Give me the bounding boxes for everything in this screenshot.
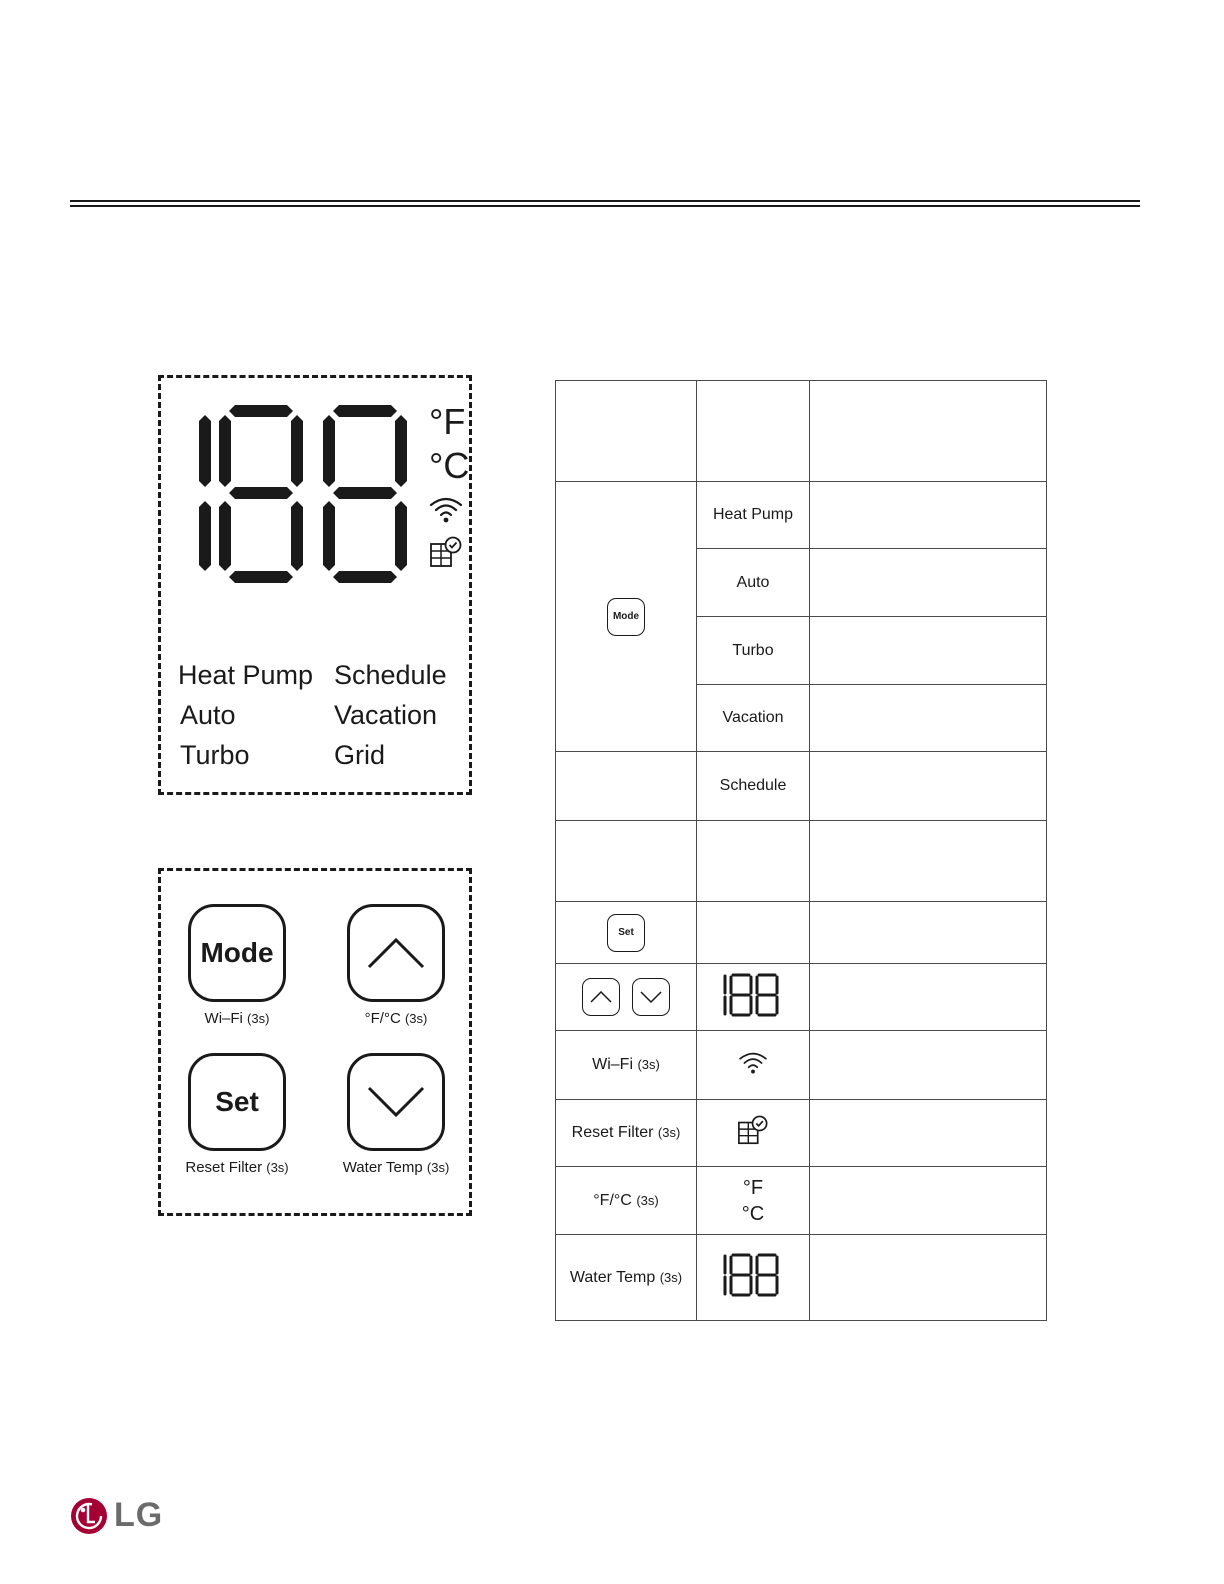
mode-label-vacation: Vacation [334,700,438,730]
table-row [556,821,1047,902]
fahrenheit-indicator: °F [742,1176,764,1199]
table-row [556,482,1047,549]
chevron-down-icon [640,991,662,1003]
wifi-icon [429,496,463,524]
table-cell-unit-toggle: °F/°C (3s) [556,1167,697,1235]
table-cell-wifi: Wi–Fi (3s) [556,1031,697,1100]
table-row [556,752,1047,821]
seven-segment-display [189,403,429,583]
mode-label-schedule: Schedule [334,660,447,690]
chevron-down-icon [366,1085,426,1119]
set-button[interactable]: Set [188,1053,286,1151]
control-buttons-panel [158,868,472,1216]
filter-check-icon [429,536,463,570]
table-cell [810,1167,1047,1235]
table-cell [810,752,1047,821]
mode-label-auto: Auto [180,700,236,730]
table-cell-wifi-icon [697,1031,810,1100]
table-cell-set-button [556,902,697,964]
table-cell-turbo: Turbo [697,617,810,685]
up-button-caption: °F/°C (3s) [364,1010,428,1027]
mini-set-button: Set [607,914,645,952]
table-row [556,902,1047,964]
table-cell [810,482,1047,549]
table-header-row [556,381,1047,482]
wifi-icon [737,1051,769,1075]
fahrenheit-indicator: °F [429,401,466,442]
table-row [556,1167,1047,1235]
up-button[interactable] [347,904,445,1002]
table-cell [697,381,810,482]
table-cell-display [697,964,810,1031]
mini-up-button [582,978,620,1016]
table-cell [810,381,1047,482]
celsius-indicator: °C [429,445,470,486]
table-cell [810,964,1047,1031]
chevron-up-icon [366,936,426,970]
header-rule-top [70,200,1140,202]
mode-label-grid: Grid [334,740,386,770]
table-cell [810,902,1047,964]
table-cell-units [697,1167,810,1235]
down-button[interactable] [347,1053,445,1151]
filter-check-icon [737,1115,769,1147]
down-button-caption: Water Temp (3s) [342,1159,450,1176]
seven-segment-icon [721,1253,785,1297]
mini-down-button [632,978,670,1016]
table-cell-auto: Auto [697,549,810,617]
table-cell [810,1100,1047,1167]
logo-wordmark: LG [114,1496,164,1534]
header-rule-bottom [70,205,1140,207]
chevron-up-icon [590,991,612,1003]
seven-segment-icon [721,973,785,1017]
celsius-indicator: °C [741,1202,765,1225]
lg-logo [70,1496,163,1535]
mode-label-heat-pump: Heat Pump [178,660,314,690]
table-cell [697,821,810,902]
table-row [556,1100,1047,1167]
table-cell [556,821,697,902]
table-cell [556,381,697,482]
display-panel [158,375,472,795]
mode-button-caption: Wi–Fi (3s) [204,1010,270,1027]
table-cell [810,549,1047,617]
lg-face-icon [70,1497,108,1535]
set-button-caption: Reset Filter (3s) [185,1159,289,1176]
table-cell [810,617,1047,685]
table-cell-mode-button [556,482,697,752]
table-cell-water-temp: Water Temp (3s) [556,1235,697,1321]
table-cell [810,1235,1047,1321]
table-cell-arrow-buttons [556,964,697,1031]
table-cell-heat-pump: Heat Pump [697,482,810,549]
table-cell-display [697,1235,810,1321]
table-cell-filter-icon [697,1100,810,1167]
table-cell-schedule: Schedule [697,752,810,821]
table-cell-vacation: Vacation [697,685,810,752]
table-cell [810,685,1047,752]
table-cell [810,1031,1047,1100]
table-cell [556,752,697,821]
mode-label-turbo: Turbo [180,740,250,770]
controls-reference-table [555,380,1047,1321]
mini-mode-button: Mode [607,598,645,636]
table-row [556,1031,1047,1100]
table-row [556,1235,1047,1321]
table-row [556,964,1047,1031]
table-cell-reset-filter: Reset Filter (3s) [556,1100,697,1167]
table-cell [810,821,1047,902]
table-cell [697,902,810,964]
mode-button[interactable]: Mode [188,904,286,1002]
